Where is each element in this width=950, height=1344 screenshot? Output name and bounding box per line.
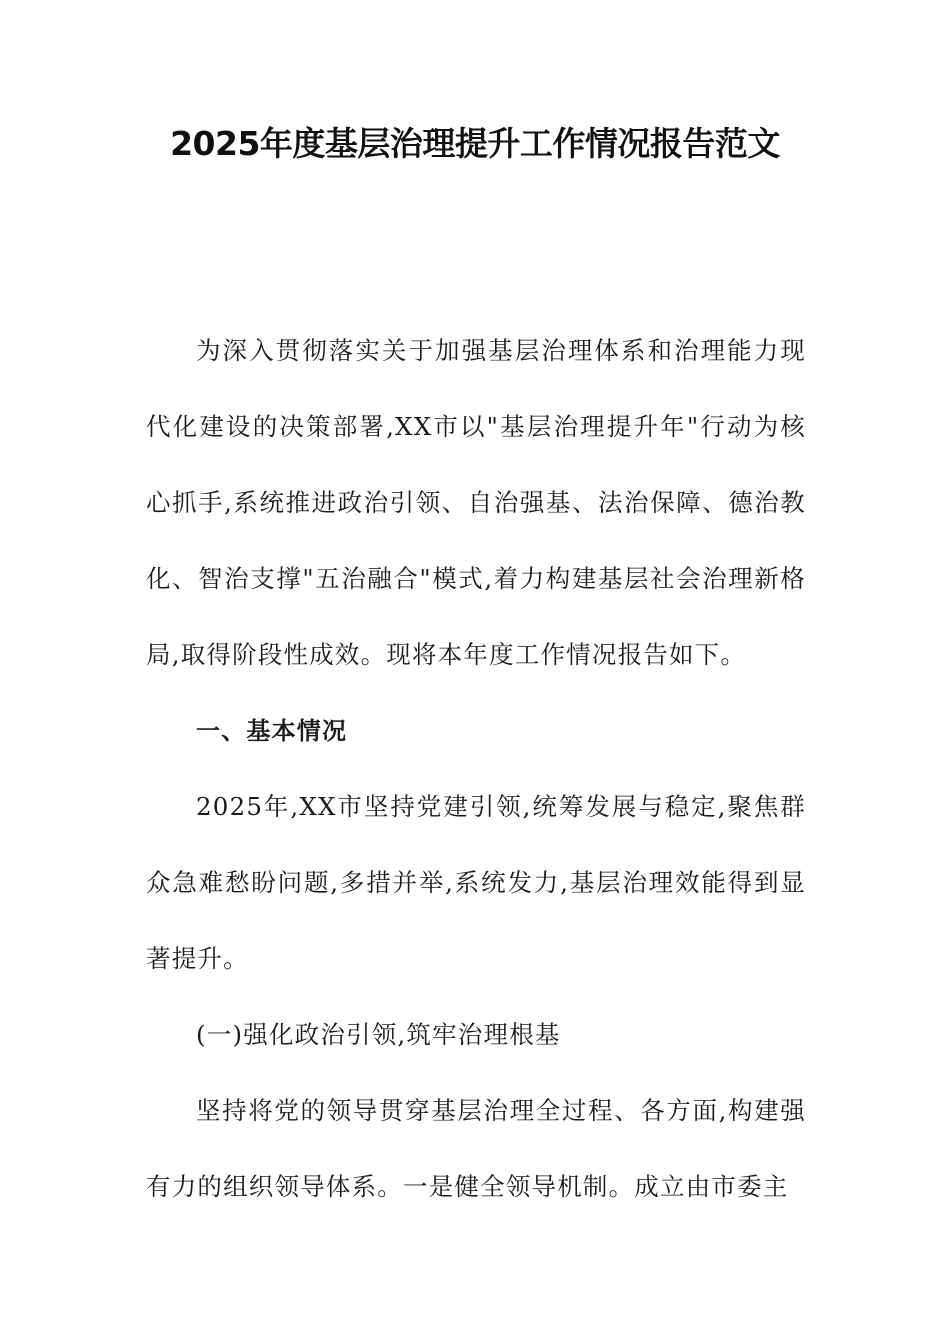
intro-paragraph: 为深入贯彻落实关于加强基层治理体系和治理能力现代化建设的决策部署,XX市以"基层治理提升年"行动为核心抓手,系统推进政治引领、自治强基、法治保障、德治教化、智治支撑"五治融合"模式,着力构建基层社会治理新格局,取得阶段性成效。现将本年度工作情况报告如下。 <box>146 336 806 669</box>
section-heading-basic-situation: 一、基本情况 <box>196 717 348 745</box>
subsection-heading-political-leadership: (一)强化政治引领,筑牢治理根基 <box>196 1020 561 1049</box>
subsection-paragraph: 坚持将党的领导贯穿基层治理全过程、各方面,构建强有力的组织领导体系。一是健全领导机制。成立由市委主 <box>146 1096 806 1201</box>
document-title: 2025年度基层治理提升工作情况报告范文 <box>170 124 780 163</box>
section-paragraph: 2025年,XX市坚持党建引领,统筹发展与稳定,聚焦群众急难愁盼问题,多措并举,系统发力,基层治理效能得到显著提升。 <box>146 792 806 973</box>
document-body <box>146 313 806 1225</box>
